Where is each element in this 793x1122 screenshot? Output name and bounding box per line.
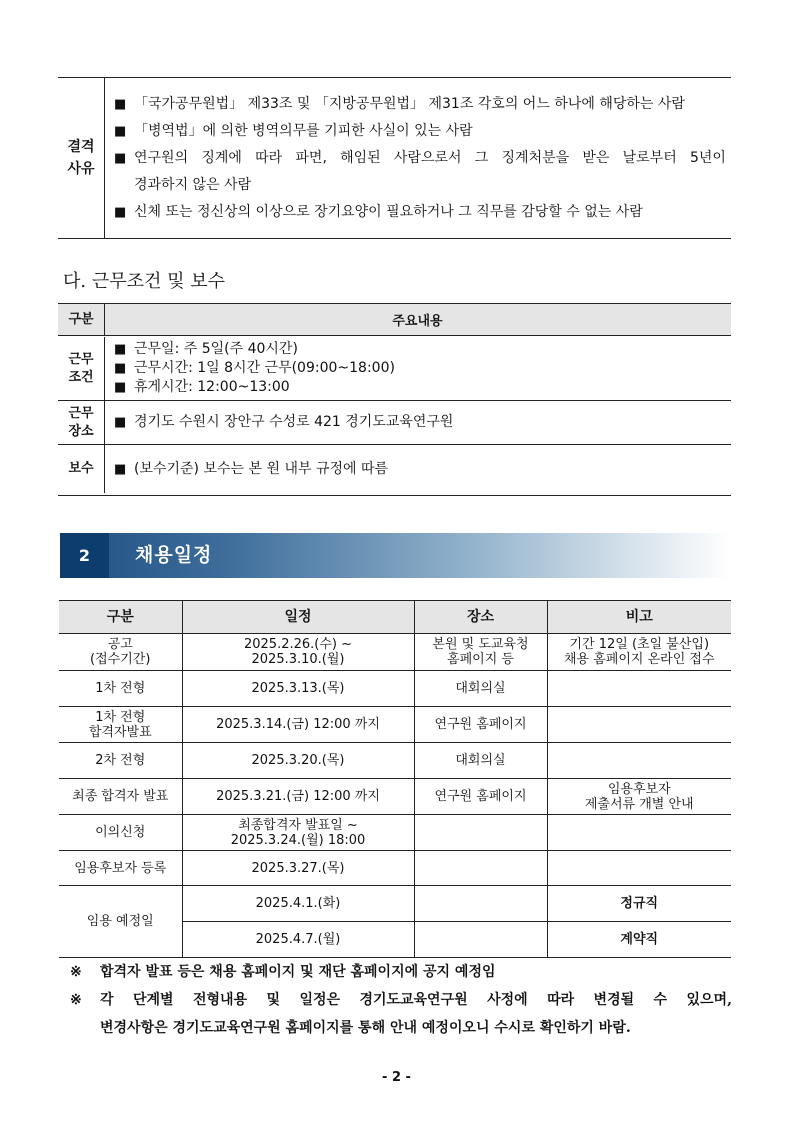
cell-place: 연구원 홈페이지 (414, 707, 547, 743)
word: 그 (474, 150, 489, 166)
section-title: 채용일정 (135, 544, 213, 566)
table-row (59, 886, 731, 922)
list-item: ■ 「병역법」에 의한 병역의무를 기피한 사실이 있는 사람 (114, 118, 726, 145)
row-label: 보수 (58, 445, 105, 493)
justified-line (134, 145, 726, 172)
cell-place: 대회의실 (414, 671, 547, 707)
cell-note (547, 851, 731, 886)
cell-note (547, 743, 731, 779)
row-content (114, 445, 731, 493)
cell-note (547, 707, 731, 743)
square-bullet-icon: ■ (114, 97, 127, 112)
word: 받은 (582, 150, 610, 166)
cell-place (414, 886, 547, 922)
cell-date: 2025.3.13.(목) (182, 671, 414, 707)
cell-note: 임용후보자 제출서류 개별 안내 (547, 779, 731, 815)
list-item: ■ 경기도 수원시 장안구 수성로 421 경기도교육연구원 (114, 414, 454, 430)
word: 일정은 (299, 992, 341, 1008)
column-header: 비고 (547, 601, 731, 634)
cell-place (414, 815, 547, 851)
word: 사정에 (487, 992, 528, 1008)
cell-date: 2025.4.1.(화) (182, 886, 414, 922)
word: 사람으로서 (393, 150, 462, 166)
square-bullet-icon: ■ (114, 205, 127, 220)
word: 해임된 (340, 150, 381, 166)
list-item: ■ (보수기준) 보수는 본 원 내부 규정에 따름 (114, 460, 389, 477)
table-row (59, 743, 731, 779)
section-number: 2 (60, 533, 109, 578)
cell-date: 2025.3.27.(목) (182, 851, 414, 886)
square-bullet-icon: ■ (114, 361, 127, 376)
cell-date: 2025.3.14.(금) 12:00 까지 (182, 707, 414, 743)
disqualification-header (58, 78, 105, 238)
disqualification-list (114, 91, 726, 226)
table-row (58, 401, 731, 445)
row-label: 근무 조건 (58, 337, 105, 400)
column-header: 일정 (182, 601, 414, 634)
square-bullet-icon: ■ (114, 415, 127, 430)
cell-item: 이의신청 (59, 815, 182, 851)
table-row (59, 851, 731, 886)
word: 연구원의 (134, 150, 189, 166)
cell-place (414, 922, 547, 958)
cell-note: 기간 12일 (초일 불산입) 채용 홈페이지 온라인 접수 (547, 634, 731, 671)
list-item (114, 145, 726, 172)
table-row (59, 815, 731, 851)
cell-note: 정규직 (547, 886, 731, 922)
word: 징계처분을 (501, 150, 570, 166)
word: 있으며, (686, 992, 732, 1008)
column-header: 장소 (414, 601, 547, 634)
section-heading-conditions: 다. 근무조건 및 보수 (63, 271, 225, 292)
word: 수 (653, 992, 668, 1008)
cell-place (414, 851, 547, 886)
table-header-row (59, 601, 731, 634)
word: 경기도교육연구원 (359, 992, 468, 1008)
note-item: ※ 합격자 발표 등은 채용 홈페이지 및 재단 홈페이지에 공지 예정임 (70, 964, 496, 980)
cell-date: 2025.3.20.(목) (182, 743, 414, 779)
cell-place: 연구원 홈페이지 (414, 779, 547, 815)
section-banner (60, 533, 731, 578)
word: 징계에 (201, 150, 242, 166)
list-item-continuation: 경과하지 않은 사람 (134, 177, 252, 193)
cell-date: 2025.4.7.(월) (182, 922, 414, 958)
table-row (58, 445, 731, 493)
row-content (114, 337, 731, 400)
word: 따라 (547, 992, 575, 1008)
disqualification-header-line-2: 사유 (67, 161, 95, 177)
cell-date: 2025.2.26.(수) ~ 2025.3.10.(월) (182, 634, 414, 671)
cell-item: 1차 전형 합격자발표 (59, 707, 182, 743)
table-row (59, 779, 731, 815)
square-bullet-icon: ■ (114, 124, 127, 139)
cell-item: 임용 예정일 (59, 886, 182, 958)
word: 파면, (295, 150, 327, 166)
word: 따라 (255, 150, 283, 166)
reference-mark-icon: ※ (70, 964, 82, 980)
cell-item: 공고 (접수기간) (59, 634, 182, 671)
square-bullet-icon: ■ (114, 461, 127, 477)
list-item: ■ 휴게시간: 12:00~13:00 (114, 379, 290, 395)
column-header: 주요내용 (392, 314, 443, 329)
schedule-table (59, 600, 731, 958)
disqualification-header-line-1: 결격 (67, 139, 95, 155)
word: 5년이 (689, 150, 726, 166)
column-header: 구분 (58, 304, 105, 335)
list-item: ■ 근무시간: 1일 8시간 근무(09:00~18:00) (114, 360, 395, 376)
cell-item: 2차 전형 (59, 743, 182, 779)
word: 전형내용 (192, 992, 248, 1008)
word: 변경될 (593, 992, 635, 1008)
square-bullet-icon: ■ (114, 380, 127, 395)
word: 날로부터 (622, 150, 677, 166)
justified-line (100, 990, 732, 1010)
cell-note (547, 671, 731, 707)
cell-item: 임용후보자 등록 (59, 851, 182, 886)
table-header-row (58, 304, 731, 336)
word: 각 (100, 992, 114, 1008)
table-row (59, 707, 731, 743)
square-bullet-icon: ■ (114, 151, 127, 166)
cell-date: 최종합격자 발표일 ~ 2025.3.24.(월) 18:00 (182, 815, 414, 851)
cell-note (547, 815, 731, 851)
list-item: ■ 신체 또는 정신상의 이상으로 장기요양이 필요하거나 그 직무를 감당할 수 없는 사람 (114, 199, 726, 226)
column-header: 구분 (59, 601, 182, 634)
list-item: ■ 「국가공무원법」 제33조 및 「지방공무원법」 제31조 각호의 어느 하나에 해당하는 사람 (114, 91, 726, 118)
conditions-table (58, 303, 731, 496)
table-row (59, 671, 731, 707)
cell-item: 1차 전형 (59, 671, 182, 707)
table-row (58, 337, 731, 401)
cell-place: 본원 및 도교육청 홈페이지 등 (414, 634, 547, 671)
disqualification-table (58, 77, 731, 239)
row-label: 근무 장소 (58, 401, 105, 444)
word: 및 (266, 992, 281, 1008)
square-bullet-icon: ■ (114, 342, 127, 357)
cell-date: 2025.3.21.(금) 12:00 까지 (182, 779, 414, 815)
cell-place: 대회의실 (414, 743, 547, 779)
page-number: - 2 - (382, 1070, 411, 1085)
cell-item: 최종 합격자 발표 (59, 779, 182, 815)
row-content (114, 401, 731, 444)
table-row (59, 634, 731, 671)
word: 단계별 (132, 992, 174, 1008)
list-item: ■ 근무일: 주 5일(주 40시간) (114, 341, 298, 357)
note-item: ※ 각 단계별 전형내용 및 일정은 경기도교육연구원 사정에 따라 변경될 수 있으며, 변경사항은 경기도교육연구원 홈페이지를 통해 안내 예정이오니 수시로 확인하기 바람. (70, 992, 732, 1036)
reference-mark-icon: ※ (70, 992, 82, 1008)
cell-note: 계약직 (547, 922, 731, 958)
